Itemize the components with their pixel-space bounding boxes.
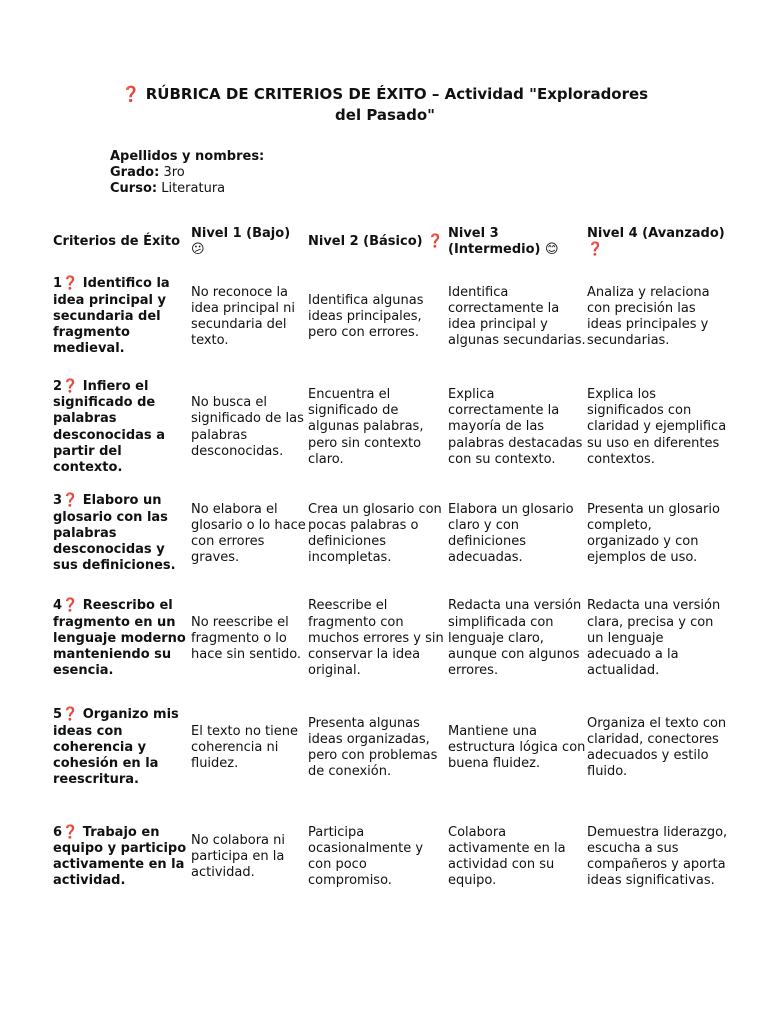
header-criteria: Criterios de Éxito — [53, 233, 181, 249]
student-info — [110, 149, 264, 197]
level-3-cell: Elabora un glosario claro y con definiciones adecuadas. — [448, 501, 574, 566]
level-3-cell: Colabora activamente en la actividad con su equipo. — [448, 824, 566, 889]
table-row — [53, 485, 728, 583]
level-4-cell: Analiza y relaciona con precisión las ideas principales y secundarias. — [587, 284, 710, 349]
criterion-cell: 2❓ Infiero el significado de palabras desconocidas a partir del contexto. — [53, 378, 165, 475]
course-value: Literatura — [161, 181, 226, 196]
criterion-cell: 1❓ Identifico la idea principal y secundaria del fragmento medieval. — [53, 276, 170, 357]
table-row — [53, 801, 728, 913]
level-1-cell: El texto no tiene coherencia ni fluidez. — [191, 723, 298, 772]
level-4-cell: Explica los significados con claridad y ejemplifica su uso en diferentes contextos. — [587, 386, 727, 467]
level-4-cell: Organiza el texto con claridad, conectores adecuados y estilo fluido. — [587, 715, 727, 780]
level-1-cell: No colabora ni participa en la actividad. — [191, 832, 285, 881]
page-title: ❓ RÚBRICA DE CRITERIOS DE ÉXITO – Actividad "Exploradores del Pasado" — [121, 85, 649, 124]
level-2-cell: Presenta algunas ideas organizadas, pero con problemas de conexión. — [308, 715, 438, 780]
level-1-cell: No reescribe el fragmento o lo hace sin sentido. — [191, 614, 302, 663]
course-line — [110, 181, 264, 197]
level-2-cell: Reescribe el fragmento con muchos errores y sin conservar la idea original. — [308, 598, 444, 679]
criterion-cell: 6❓ Trabajo en equipo y participo activamente en la actividad. — [53, 824, 187, 889]
level-2-cell: Encuentra el significado de algunas palabras, pero sin contexto claro. — [308, 386, 424, 467]
level-4-cell: Demuestra liderazgo, escucha a sus compañeros y aporta ideas significativas. — [587, 824, 728, 889]
criterion-cell: 3❓ Elaboro un glosario con las palabras desconocidas y sus definiciones. — [53, 493, 176, 574]
header-level-1: Nivel 1 (Bajo) 😕 — [191, 225, 291, 257]
rubric-header-row — [53, 220, 728, 264]
level-3-cell: Redacta una versión simplificada con lenguaje claro, aunque con algunos errores. — [448, 598, 582, 679]
table-row — [53, 583, 728, 695]
header-level-4: Nivel 4 (Avanzado) ❓ — [587, 225, 725, 257]
level-3-cell: Mantiene una estructura lógica con buena fluidez. — [448, 723, 586, 772]
level-1-cell: No busca el significado de las palabras desconocidas. — [191, 395, 304, 459]
level-2-cell: Identifica algunas ideas principales, pero con errores. — [308, 292, 424, 341]
header-level-3: Nivel 3 (Intermedio) 😊 — [448, 225, 559, 257]
level-2-cell: Participa ocasionalmente y con poco compromiso. — [308, 824, 424, 889]
grade-value: 3ro — [163, 165, 185, 180]
level-2-cell: Crea un glosario con pocas palabras o definiciones incompletas. — [308, 501, 442, 566]
rubric-table — [53, 220, 728, 913]
table-row — [53, 264, 728, 370]
level-3-cell: Explica correctamente la mayoría de las palabras destacadas con su contexto. — [448, 386, 583, 467]
criterion-cell: 5❓ Organizo mis ideas con coherencia y cohesión en la reescritura. — [53, 707, 179, 788]
level-3-cell: Identifica correctamente la idea principal y algunas secundarias. — [448, 284, 586, 349]
name-label: Apellidos y nombres: — [110, 149, 265, 164]
level-1-cell: No reconoce la idea principal ni secundaria del texto. — [191, 284, 295, 349]
level-4-cell: Redacta una versión clara, precisa y con un lenguaje adecuado a la actualidad. — [587, 598, 721, 679]
level-4-cell: Presenta un glosario completo, organizado y con ejemplos de uso. — [587, 501, 720, 566]
header-level-2: Nivel 2 (Básico) ❓ — [308, 233, 444, 249]
grade-line — [110, 165, 264, 181]
table-row — [53, 370, 728, 485]
grade-label: Grado: — [110, 165, 160, 180]
course-label: Curso: — [110, 181, 158, 196]
name-line — [110, 149, 264, 165]
criterion-cell: 4❓ Reescribo el fragmento en un lenguaje moderno manteniendo su esencia. — [53, 598, 186, 679]
table-row — [53, 695, 728, 801]
level-1-cell: No elabora el glosario o lo hace con errores graves. — [191, 501, 306, 566]
